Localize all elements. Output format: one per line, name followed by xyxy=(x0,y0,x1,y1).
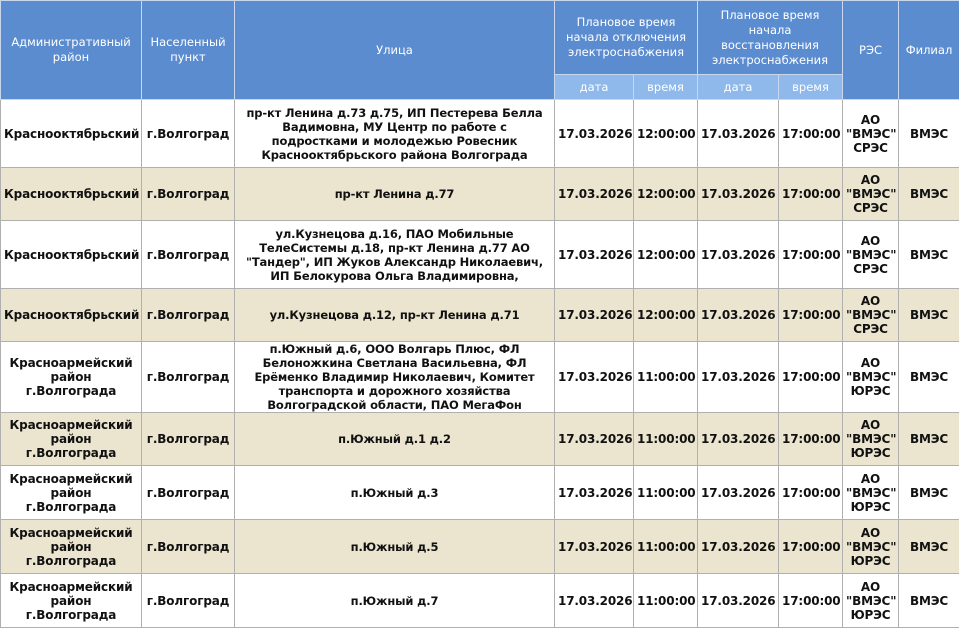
cell-on-date: 17.03.2026 xyxy=(698,342,779,413)
cell-branch: ВМЭС xyxy=(899,342,959,413)
table-body xyxy=(1,100,959,628)
table-row xyxy=(1,574,959,628)
table-row xyxy=(1,221,959,289)
subheader-on-time: время xyxy=(779,75,843,100)
cell-locality: г.Волгоград xyxy=(142,221,235,289)
cell-off-date: 17.03.2026 xyxy=(555,574,634,628)
cell-off-date: 17.03.2026 xyxy=(555,221,634,289)
cell-off-date: 17.03.2026 xyxy=(555,466,634,520)
cell-branch: ВМЭС xyxy=(899,466,959,520)
cell-district: Красноармейский район г.Волгограда xyxy=(1,574,142,628)
cell-off-date: 17.03.2026 xyxy=(555,520,634,574)
cell-off-date: 17.03.2026 xyxy=(555,413,634,466)
cell-off-time: 11:00:00 xyxy=(634,520,698,574)
cell-on-date: 17.03.2026 xyxy=(698,221,779,289)
cell-branch: ВМЭС xyxy=(899,289,959,342)
cell-street: п.Южный д.1 д.2 xyxy=(235,413,555,466)
cell-district: Красноармейский район г.Волгограда xyxy=(1,413,142,466)
header-row xyxy=(1,1,959,75)
cell-street: п.Южный д.5 xyxy=(235,520,555,574)
cell-res: АО "ВМЭС" ЮРЭС xyxy=(843,574,899,628)
cell-street: ул.Кузнецова д.12, пр-кт Ленина д.71 xyxy=(235,289,555,342)
header-branch: Филиал xyxy=(899,1,959,100)
cell-district: Красноармейский район г.Волгограда xyxy=(1,520,142,574)
cell-on-time: 17:00:00 xyxy=(779,520,843,574)
cell-off-time: 11:00:00 xyxy=(634,466,698,520)
header-district: Административный район xyxy=(1,1,142,100)
cell-off-time: 12:00:00 xyxy=(634,221,698,289)
cell-on-time: 17:00:00 xyxy=(779,100,843,168)
cell-locality: г.Волгоград xyxy=(142,574,235,628)
cell-res: АО "ВМЭС" СРЭС xyxy=(843,289,899,342)
cell-off-time: 11:00:00 xyxy=(634,342,698,413)
cell-on-date: 17.03.2026 xyxy=(698,289,779,342)
cell-on-date: 17.03.2026 xyxy=(698,413,779,466)
cell-on-time: 17:00:00 xyxy=(779,342,843,413)
cell-on-time: 17:00:00 xyxy=(779,574,843,628)
table-row xyxy=(1,100,959,168)
subheader-on-date: дата xyxy=(698,75,779,100)
cell-res: АО "ВМЭС" СРЭС xyxy=(843,221,899,289)
header-restore-time: Плановое время начала восстановления электроснабжения xyxy=(698,1,843,75)
cell-locality: г.Волгоград xyxy=(142,520,235,574)
cell-street: п.Южный д.6, ООО Волгарь Плюс, ФЛ Белоножкина Светлана Васильевна, ФЛ Ерёменко Владимир Николаевич, Комитет транспорта и дорожного хозяйства Волгоградской области, ПАО МегаФон xyxy=(235,342,555,413)
cell-branch: ВМЭС xyxy=(899,168,959,221)
cell-res: АО "ВМЭС" ЮРЭС xyxy=(843,413,899,466)
cell-district: Краснооктябрьский xyxy=(1,289,142,342)
cell-branch: ВМЭС xyxy=(899,574,959,628)
header-res: РЭС xyxy=(843,1,899,100)
cell-district: Красноармейский район г.Волгограда xyxy=(1,342,142,413)
cell-on-date: 17.03.2026 xyxy=(698,168,779,221)
cell-branch: ВМЭС xyxy=(899,520,959,574)
cell-locality: г.Волгоград xyxy=(142,168,235,221)
table-row xyxy=(1,342,959,413)
cell-on-time: 17:00:00 xyxy=(779,413,843,466)
cell-res: АО "ВМЭС" СРЭС xyxy=(843,168,899,221)
cell-off-time: 12:00:00 xyxy=(634,168,698,221)
cell-res: АО "ВМЭС" СРЭС xyxy=(843,100,899,168)
cell-off-date: 17.03.2026 xyxy=(555,342,634,413)
cell-off-date: 17.03.2026 xyxy=(555,168,634,221)
cell-street: пр-кт Ленина д.73 д.75, ИП Пестерева Белла Вадимовна, МУ Центр по работе с подростками и молодежью Ровесник Краснооктябрьского района Волгограда xyxy=(235,100,555,168)
cell-res: АО "ВМЭС" ЮРЭС xyxy=(843,342,899,413)
cell-district: Краснооктябрьский xyxy=(1,100,142,168)
cell-street: ул.Кузнецова д.16, ПАО Мобильные ТелеСистемы д.18, пр-кт Ленина д.77 АО "Тандер", ИП Жуков Александр Николаевич, ИП Белокурова Ольга Владимировна, xyxy=(235,221,555,289)
cell-branch: ВМЭС xyxy=(899,100,959,168)
cell-on-date: 17.03.2026 xyxy=(698,520,779,574)
cell-on-time: 17:00:00 xyxy=(779,466,843,520)
header-street: Улица xyxy=(235,1,555,100)
cell-on-time: 17:00:00 xyxy=(779,289,843,342)
table-row xyxy=(1,289,959,342)
cell-branch: ВМЭС xyxy=(899,413,959,466)
cell-off-date: 17.03.2026 xyxy=(555,289,634,342)
header-locality: Населенный пункт xyxy=(142,1,235,100)
cell-district: Краснооктябрьский xyxy=(1,168,142,221)
cell-res: АО "ВМЭС" ЮРЭС xyxy=(843,520,899,574)
table-row xyxy=(1,520,959,574)
cell-off-time: 12:00:00 xyxy=(634,289,698,342)
cell-on-date: 17.03.2026 xyxy=(698,466,779,520)
cell-on-date: 17.03.2026 xyxy=(698,574,779,628)
cell-locality: г.Волгоград xyxy=(142,289,235,342)
cell-off-time: 12:00:00 xyxy=(634,100,698,168)
table-row xyxy=(1,168,959,221)
cell-on-time: 17:00:00 xyxy=(779,221,843,289)
cell-street: п.Южный д.3 xyxy=(235,466,555,520)
table-row xyxy=(1,466,959,520)
subheader-off-date: дата xyxy=(555,75,634,100)
subheader-off-time: время xyxy=(634,75,698,100)
cell-district: Красноармейский район г.Волгограда xyxy=(1,466,142,520)
header-off-time: Плановое время начала отключения электроснабжения xyxy=(555,1,698,75)
cell-locality: г.Волгоград xyxy=(142,466,235,520)
cell-off-time: 11:00:00 xyxy=(634,413,698,466)
cell-locality: г.Волгоград xyxy=(142,100,235,168)
cell-street: пр-кт Ленина д.77 xyxy=(235,168,555,221)
table-row xyxy=(1,413,959,466)
cell-on-time: 17:00:00 xyxy=(779,168,843,221)
cell-off-time: 11:00:00 xyxy=(634,574,698,628)
cell-off-date: 17.03.2026 xyxy=(555,100,634,168)
cell-street: п.Южный д.7 xyxy=(235,574,555,628)
cell-locality: г.Волгоград xyxy=(142,413,235,466)
cell-branch: ВМЭС xyxy=(899,221,959,289)
cell-locality: г.Волгоград xyxy=(142,342,235,413)
cell-res: АО "ВМЭС" ЮРЭС xyxy=(843,466,899,520)
cell-district: Краснооктябрьский xyxy=(1,221,142,289)
cell-on-date: 17.03.2026 xyxy=(698,100,779,168)
